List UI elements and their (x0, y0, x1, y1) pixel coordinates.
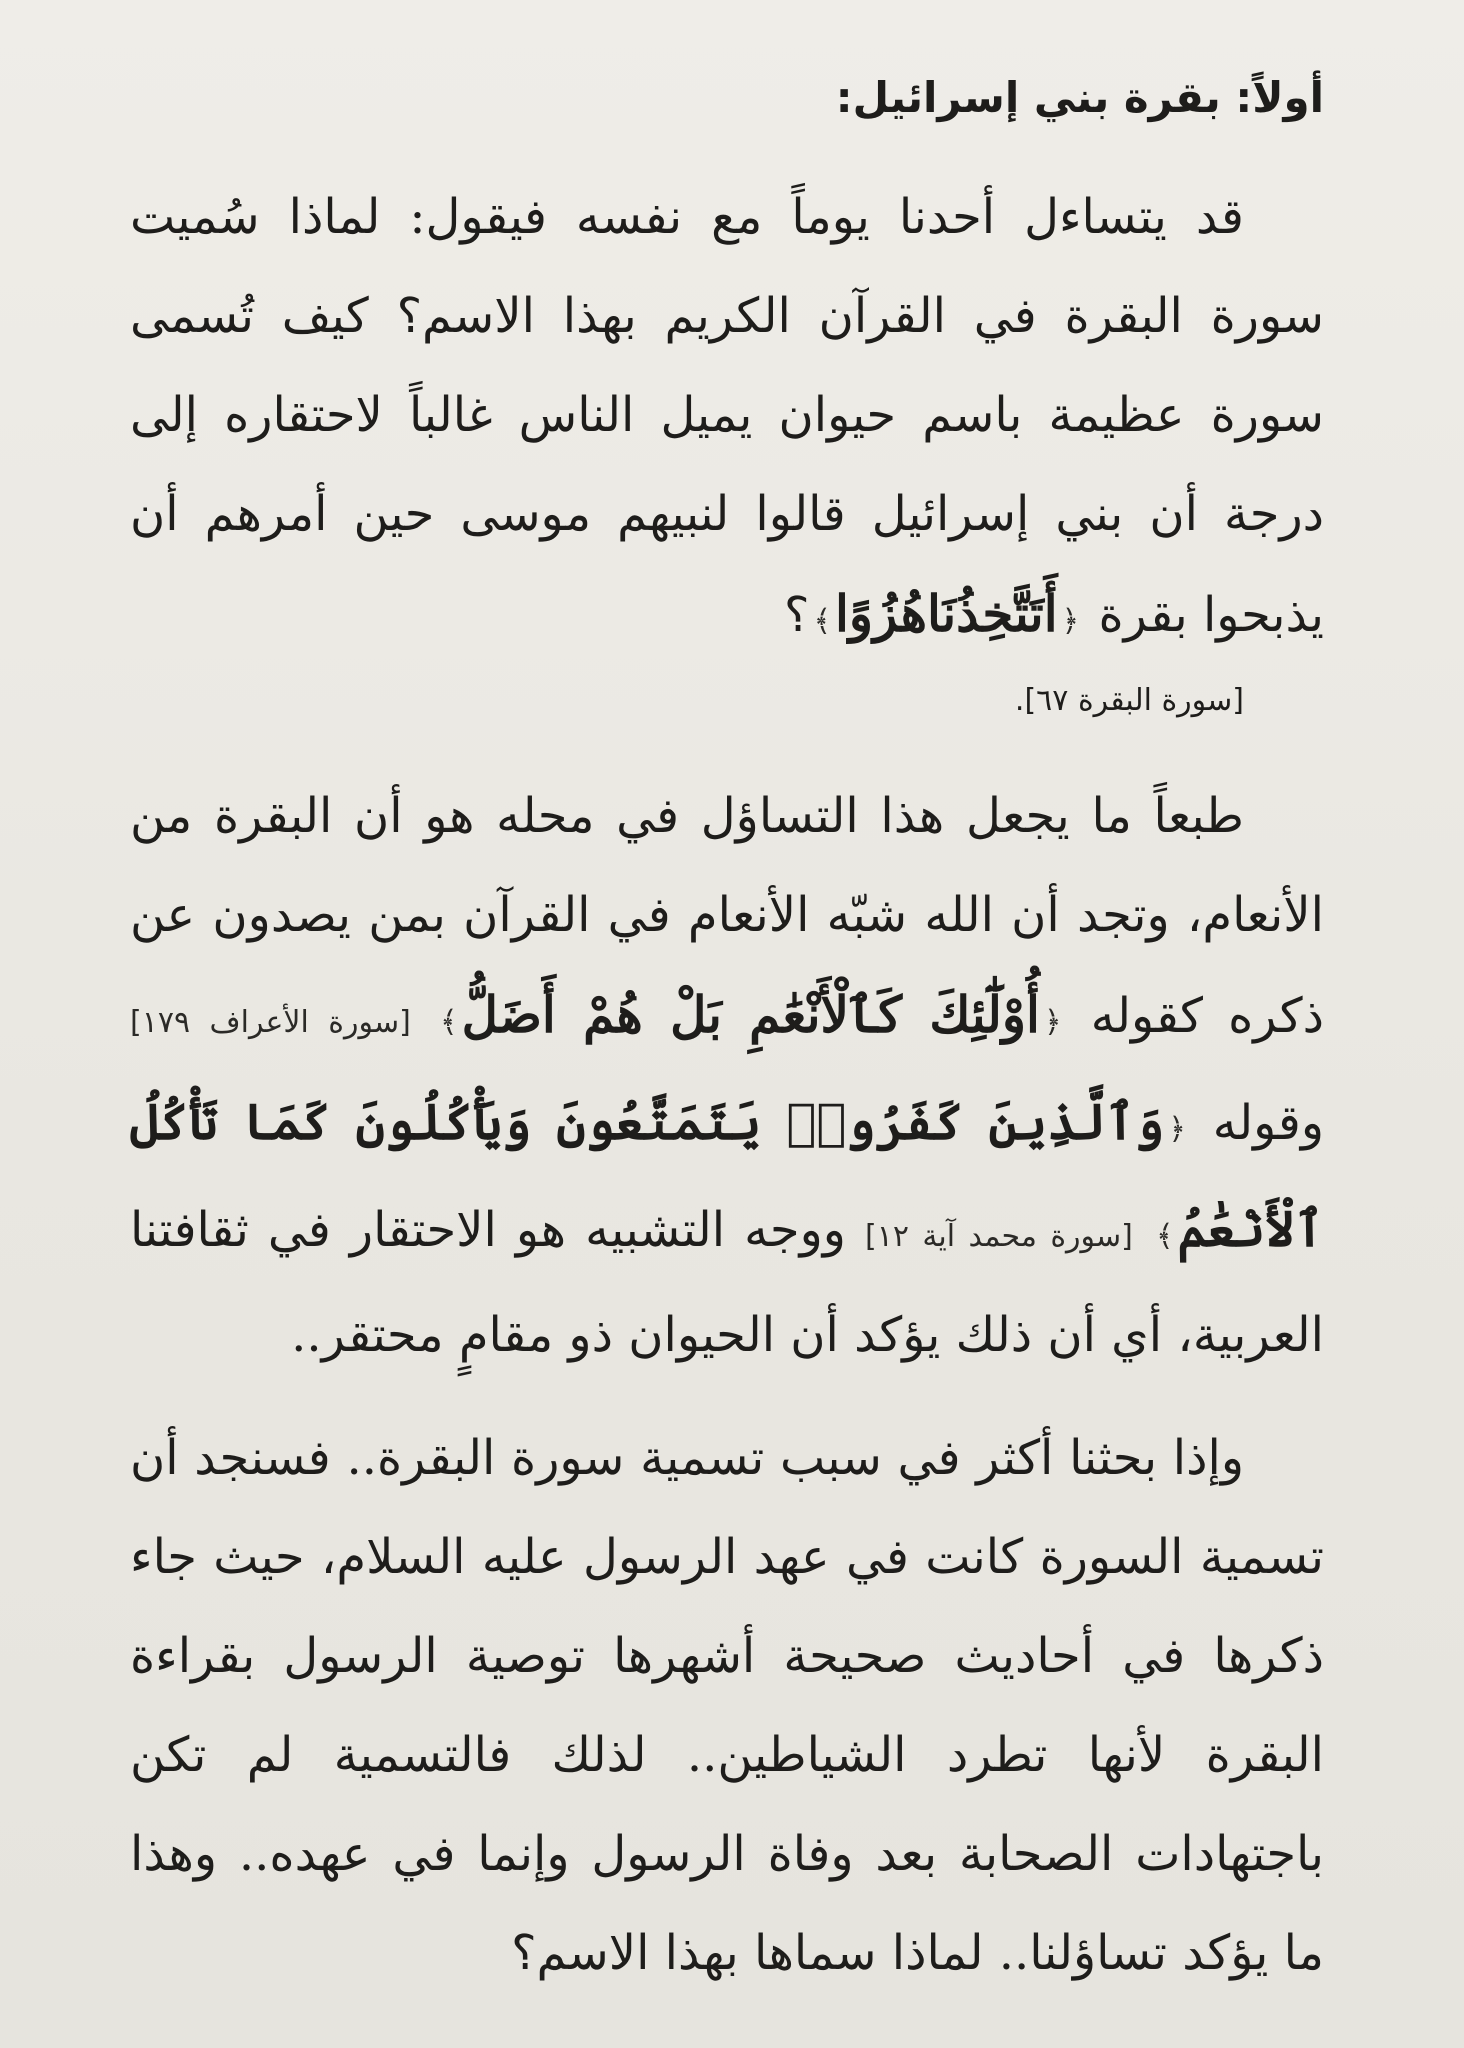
paragraph-3 (130, 1409, 1324, 2003)
section-heading: أولاً: بقرة بني إسرائيل: (835, 73, 1324, 122)
verse-ornament-close: ﴾ (813, 604, 832, 639)
paragraph-1 (130, 168, 1324, 731)
verse-ornament-open: ﴿ (1043, 1005, 1062, 1040)
paragraph-1-text: قد يتساءل أحدنا يوماً مع نفسه فيقول: لماذا سُميت سورة البقرة في القرآن الكريم بهذا الاسم؟ كيف تُسمى سورة عظيمة باسم حيوان يميل الناس غالباً لاحتقاره إلى درجة أن بني إسرائيل قالوا لنبيهم موسى حين أمرهم أن يذبحوا بقرة (130, 189, 1324, 643)
verse-ornament-open: ﴿ (1061, 604, 1080, 639)
verse-3-text: وَٱلَّذِينَ كَفَرُوا۟ يَتَمَتَّعُونَ وَيَأْكُلُونَ كَمَا تَأْكُلُ ٱلْأَنْعَٰمُ (130, 1092, 1325, 1258)
verse-ornament-open: ﴿ (1168, 1112, 1186, 1147)
paragraph-2-text-b: وقوله (1212, 1095, 1324, 1151)
paragraph-1-question-mark: ؟ (783, 587, 810, 643)
verse-2-reference: [سورة الأعراف ١٧٩] (130, 1005, 411, 1040)
verse-3-reference: [سورة محمد آية ١٢] (865, 1219, 1133, 1254)
quran-verse-2 (436, 985, 1066, 1044)
verse-ornament-close: ﴾ (1155, 1219, 1174, 1254)
paragraph-2 (130, 767, 1324, 1385)
paragraph-2-text-a: طبعاً ما يجعل هذا التساؤل في محله هو أن البقرة من الأنعام، وتجد أن الله شبّه الأنعام في القرآن بمن يصدون عن ذكره كقوله (130, 788, 1325, 1044)
quran-verse-1 (809, 584, 1083, 643)
verse-ornament-close: ﴾ (440, 1005, 458, 1040)
verse-1-reference: [سورة البقرة ٦٧]. (1014, 683, 1244, 718)
paragraph-3-text: وإذا بحثنا أكثر في سبب تسمية سورة البقرة.. فسنجد أن تسمية السورة كانت في عهد الرسول عليه السلام، حيث جاء ذكرها في أحاديث صحيحة أشهرها توصية الرسول بقراءة البقرة لأنها تطرد الشياطين.. لذلك فالتسمية لم تكن باجتهادات الصحابة بعد وفاة الرسول وإنما في عهده.. وهذا ما يؤكد تساؤلنا.. لماذا سماها بهذا الاسم؟ (130, 1430, 1324, 1981)
verse-2-text: أُوْلَٰٓئِكَ كَٱلْأَنْعَٰمِ بَلْ هُمْ أَضَلُّ (461, 985, 1040, 1044)
paragraph-2-text-c: ووجه التشبيه هو الاحتقار في ثقافتنا العربية، أي أن ذلك يؤكد أن الحيوان ذو مقامٍ محتقر.. (130, 1202, 1324, 1363)
verse-1-text: أَتَتَّخِذُنَاهُزُوًا (835, 584, 1058, 643)
